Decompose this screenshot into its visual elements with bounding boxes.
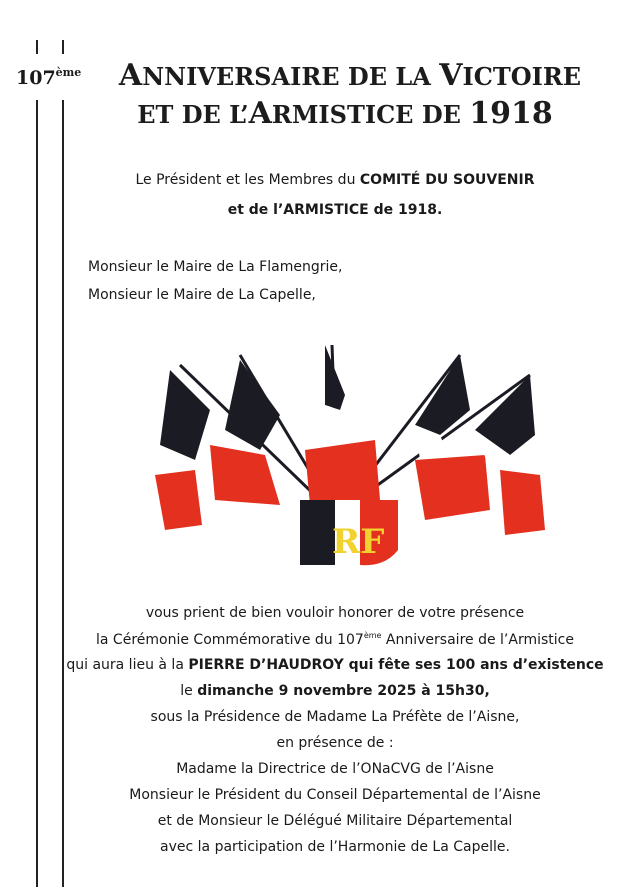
flags-emblem-image bbox=[140, 335, 560, 575]
body-line-4: le dimanche 9 novembre 2025 à 15h30, bbox=[180, 683, 490, 699]
mayor-line-1: Monsieur le Maire de La Flamengrie, bbox=[88, 259, 343, 275]
ordinal: 107ème bbox=[16, 66, 82, 89]
title-line-1: ANNIVERSAIRE DE LA VICTOIRE bbox=[118, 58, 582, 93]
margin-tick-right bbox=[62, 40, 64, 54]
body-line-8: Monsieur le Président du Conseil Départemental de l’Aisne bbox=[129, 787, 541, 803]
body-line-1: vous prient de bien vouloir honorer de votre présence bbox=[145, 605, 525, 621]
rf-monogram: RF bbox=[332, 522, 385, 562]
intro-line-2: et de l’ARMISTICE de 1918. bbox=[227, 202, 443, 218]
title-line-2: ET DE L’ARMISTICE DE 1918 bbox=[137, 96, 553, 131]
body-line-7: Madame la Directrice de l’ONaCVG de l’Aisne bbox=[176, 761, 494, 777]
intro-line-1: Le Président et les Membres du COMITÉ DU SOUVENIR bbox=[135, 172, 535, 188]
body-line-9: et de Monsieur le Délégué Militaire Départemental bbox=[157, 813, 513, 829]
body-line-2: la Cérémonie Commémorative du 107ème Anniversaire de l’Armistice bbox=[96, 631, 574, 648]
body-line-5: sous la Présidence de Madame La Préfète de l’Aisne, bbox=[150, 709, 520, 725]
margin-rule-left bbox=[36, 100, 38, 887]
margin-tick-left bbox=[36, 40, 38, 54]
body-line-10: avec la participation de l’Harmonie de La Capelle. bbox=[160, 839, 510, 855]
mayor-line-2: Monsieur le Maire de La Capelle, bbox=[88, 287, 316, 303]
body-line-3: qui aura lieu à la PIERRE D’HAUDROY qui fête ses 100 ans d’existence bbox=[66, 657, 604, 673]
body-line-6: en présence de : bbox=[276, 735, 394, 751]
